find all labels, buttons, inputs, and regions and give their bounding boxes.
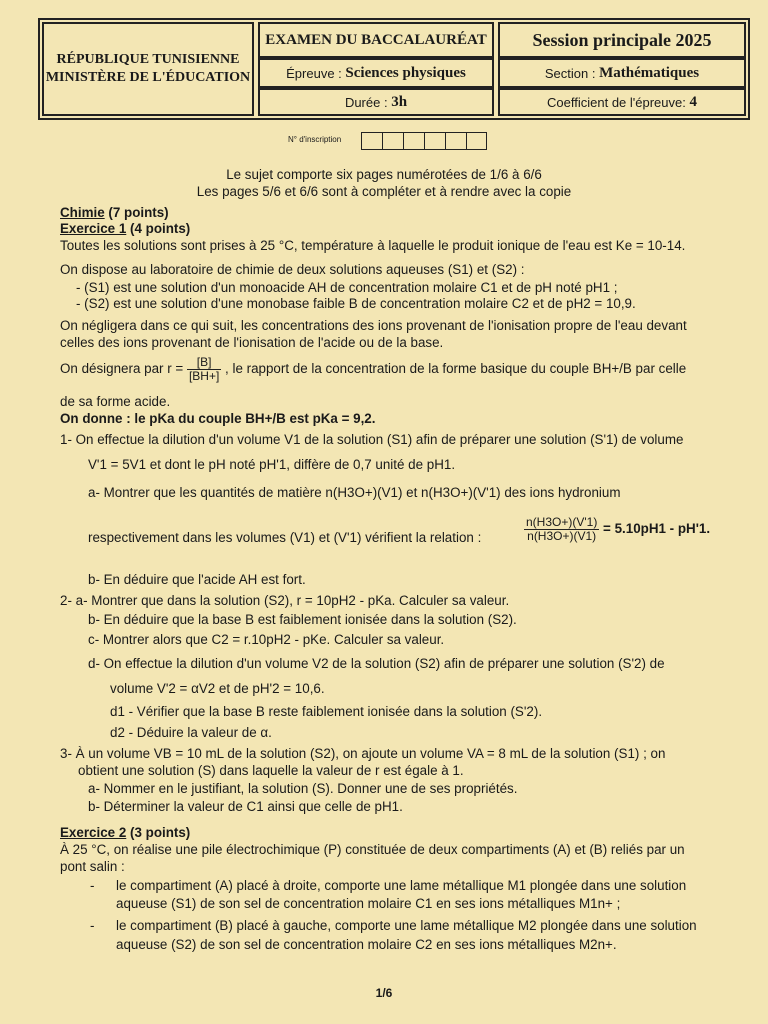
q2a: 2- a- Montrer que dans la solution (S2), r = 10pH2 - pKa. Calculer sa valeur. [60,593,510,608]
ex2-bullet-dash2: - [90,918,95,933]
ex2-line1: À 25 °C, on réalise une pile électrochimique (P) constituée de deux compartiments (A) et (B) reliés par un [60,842,685,857]
exam-title: EXAMEN DU BACCALAURÉAT [258,22,494,58]
coefficient-cell: Coefficient de l'épreuve: 4 [498,88,746,116]
q3a: a- Nommer en le justifiant, la solution (S). Donner une de ses propriétés. [88,781,518,796]
ex2-bullet-dash1: - [90,878,95,893]
q1b: b- En déduire que l'acide AH est fort. [88,572,306,587]
ex2-line6: aqueuse (S2) de son sel de concentration molaire C2 en ses ions métalliques M2n+. [116,937,617,952]
section-cell: Section : Mathématiques [498,58,746,88]
ex1-line6: celles des ions provenant de l'ionisation de l'acide ou de la base. [60,335,444,350]
ex1-line4: - (S2) est une solution d'une monobase faible B de concentration molaire C2 et de pH2 = 10,9. [76,296,636,311]
ministry-block [42,22,254,116]
ex1-line5: On négligera dans ce qui suit, les concentrations des ions provenant de l'ionisation propre de l'eau devant [60,318,687,333]
ex1-given: On donne : le pKa du couple BH+/B est pKa = 9,2. [60,411,376,426]
q1a-line2: respectivement dans les volumes (V1) et (V'1) vérifient la relation : [88,530,482,545]
ex1-line8: de sa forme acide. [60,394,171,409]
inscription-label: N° d'inscription [288,135,342,144]
intro-line1: Le sujet comporte six pages numérotées de 1/6 à 6/6 [226,167,542,182]
ex2-line4: aqueuse (S1) de son sel de concentration molaire C1 en ses ions métalliques M1n+ ; [116,896,621,911]
ex1-line3: - (S1) est une solution d'un monoacide AH de concentration molaire C1 et de pH noté pH1 ; [76,280,618,295]
ministry-line1: RÉPUBLIQUE TUNISIENNE [56,52,240,67]
ex1-line2: On dispose au laboratoire de chimie de deux solutions aqueuses (S1) et (S2) : [60,262,525,277]
exercice2-heading: Exercice 2 (3 points) [60,825,191,840]
ex1-ratio-line: On désignera par r = $\frac{[B]}{[BH+]}$ , le rapport de la concentration de la forme basique du couple BH+/B par celle [60,355,687,383]
ministry-line2: MINISTÈRE DE L'ÉDUCATION [45,70,251,85]
q3b: b- Déterminer la valeur de C1 ainsi que celle de pH1. [88,799,403,814]
session-title: Session principale 2025 [498,22,746,58]
inscription-boxes[interactable] [361,132,487,150]
q2d-line2: volume V'2 = αV2 et de pH'2 = 10,6. [110,681,325,696]
exercice1-heading: Exercice 1 (4 points) [60,221,191,236]
ex2-line2: pont salin : [60,859,125,874]
intro-line2: Les pages 5/6 et 6/6 sont à compléter et à rendre avec la copie [196,184,572,199]
page-number: 1/6 [375,986,393,1000]
q1a-line1: a- Montrer que les quantités de matière n(H3O+)(V1) et n(H3O+)(V'1) des ions hydronium [88,485,621,500]
q1-cont: V'1 = 5V1 et dont le pH noté pH'1, diffère de 0,7 unité de pH1. [88,457,456,472]
ex2-line5: le compartiment (B) placé à gauche, comporte une lame métallique M2 plongée dans une solution [116,918,697,933]
epreuve-cell: Épreuve : Sciences physiques [258,58,494,88]
ex2-line3: le compartiment (A) placé à droite, comporte une lame métallique M1 plongée dans une solution [116,878,687,893]
q2b: b- En déduire que la base B est faiblement ionisée dans la solution (S2). [88,612,517,627]
q2d-d2: d2 - Déduire la valeur de α. [110,725,272,740]
q2d-line1: d- On effectue la dilution d'un volume V2 de la solution (S2) afin de préparer une solution (S'2) de [88,656,665,671]
q2c: c- Montrer alors que C2 = r.10pH2 - pKe. Calculer sa valeur. [88,632,445,647]
duree-cell: Durée : 3h [258,88,494,116]
q2d-d1: d1 - Vérifier que la base B reste faiblement ionisée dans la solution (S'2). [110,704,543,719]
q3-line2: obtient une solution (S) dans laquelle la valeur de r est égale à 1. [78,763,464,778]
q1: 1- On effectue la dilution d'un volume V1 de la solution (S1) afin de préparer une solution (S'1) de volume [60,432,684,447]
q3-line1: 3- À un volume VB = 10 mL de la solution (S2), on ajoute un volume VA = 8 mL de la solution (S1) ; on [60,746,666,761]
ex1-line1: Toutes les solutions sont prises à 25 °C, température à laquelle le produit ionique de l'eau est Ke = 10-14. [60,238,686,253]
q1a-formula: $\frac{n(H3O+)(V'1)}{n(H3O+)(V1)}$ = 5.10pH1 - pH'1. [526,515,711,543]
chimie-heading: Chimie (7 points) [60,205,169,220]
